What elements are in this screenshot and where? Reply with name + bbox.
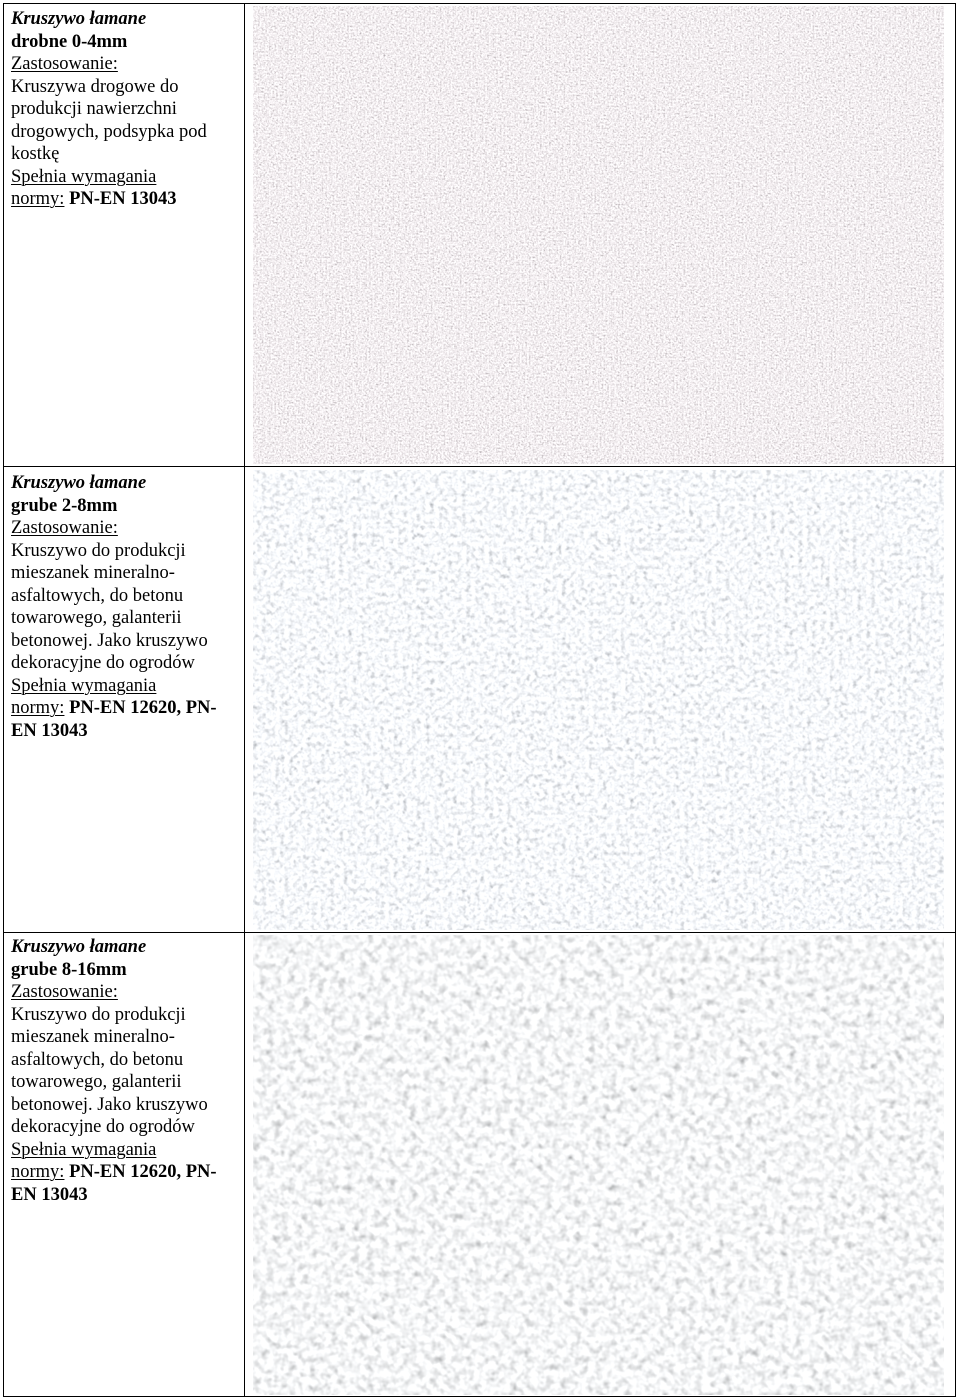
table-border-bottom [3,1396,956,1397]
table-row-divider [3,932,956,933]
table-border-left [3,3,4,1397]
table-border-right [955,3,956,1397]
product-type: Kruszywo łamane [11,9,147,29]
product-title [11,936,239,981]
product-type: Kruszywo łamane [11,473,147,493]
usage-label: Zastosowanie: [11,54,118,74]
gravel-noise [253,470,944,930]
product-description [11,472,239,742]
requirements-label: Spełnia wymagania [11,1139,157,1160]
usage-label: Zastosowanie: [11,982,118,1002]
product-size: grube 2-8mm [11,495,118,516]
requirements-label: Spełnia wymagania [11,166,157,187]
table-border-top [3,3,956,4]
product-description [11,936,239,1206]
product-title [11,8,239,53]
table-column-divider [244,3,245,1397]
gravel-texture [253,6,944,464]
gravel-texture [253,470,944,930]
product-title [11,472,239,517]
gravel-noise [253,935,944,1395]
gravel-texture [253,935,944,1395]
norms-label: normy: [11,189,65,209]
norms-value: PN-EN 12620, PN-EN 13043 [11,698,217,741]
aggregate-2-8mm-photo [253,470,944,930]
aggregate-0-4mm-photo [253,6,944,464]
aggregate-8-16mm-photo [253,935,944,1395]
product-type: Kruszywo łamane [11,937,147,957]
gravel-noise [253,6,944,464]
table-row-divider [3,466,956,467]
usage-label: Zastosowanie: [11,518,118,538]
usage-text: Kruszywo do produkcji mieszanek mineralno-asfaltowych, do betonu towarowego, galanterii betonowej. Jako kruszywo dekoracyjne do ogrodów [11,1004,208,1137]
usage-text: Kruszywa drogowe do produkcji nawierzchni drogowych, podsypka pod kostkę [11,76,207,164]
norms-label: normy: [11,698,65,718]
norms-label: normy: [11,1162,65,1182]
requirements-label: Spełnia wymagania [11,675,157,696]
product-size: grube 8-16mm [11,959,127,980]
product-size: drobne 0-4mm [11,31,128,52]
product-description [11,8,239,211]
norms-value: PN-EN 13043 [69,189,177,209]
norms-value: PN-EN 12620, PN-EN 13043 [11,1162,217,1205]
usage-text: Kruszywo do produkcji mieszanek mineralno-asfaltowych, do betonu towarowego, galanterii betonowej. Jako kruszywo dekoracyjne do ogrodów [11,540,208,673]
